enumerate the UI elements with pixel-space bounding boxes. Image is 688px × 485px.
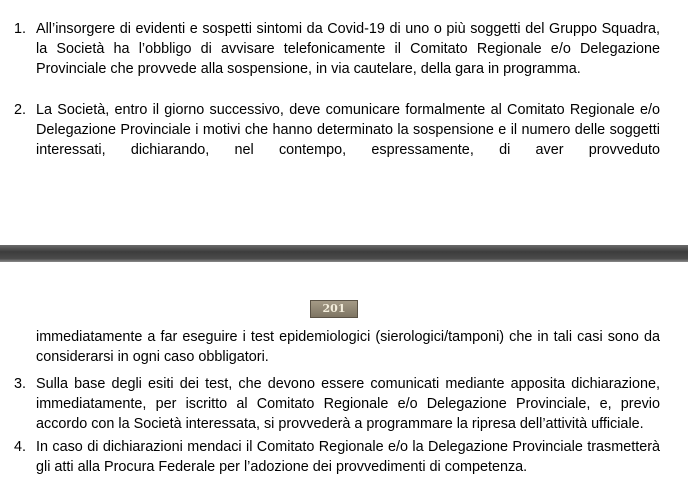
item-text: La Società, entro il giorno successivo, deve comunicare formalmente al Comitato Regionale e/o Delegazione Provinciale i motivi che hanno determinato la sospensione e il numero delle soggetti interessati, dichiarando, nel contempo, espressamente, di aver provveduto <box>36 102 660 158</box>
page-separator <box>0 245 688 262</box>
page-number: 201 <box>310 300 358 318</box>
item-number: 3. <box>14 376 27 392</box>
item-number: 2. <box>14 102 27 118</box>
list-item <box>14 374 660 434</box>
item-text: All’insorgere di evidenti e sospetti sintomi da Covid-19 di uno o più soggetti del Gruppo Squadra, la Società ha l’obbligo di avvisare telefonicamente il Comitato Regionale e/o Delegazione Provinciale che provvede alla sospensione, in via cautelare, della gara in programma. <box>36 21 660 77</box>
item-text: Sulla base degli esiti dei test, che devono essere comunicati mediante apposita dichiarazione, immediatamente, per iscritto al Comitato Regionale e/o Delegazione Provinciale, e, previo accordo con la Società interessata, si provvederà a programmare la ripresa dell’attività ufficiale. <box>36 376 660 432</box>
list-item <box>14 19 660 79</box>
list-item-continuation <box>14 327 660 367</box>
list-item <box>14 437 660 477</box>
item-number: 1. <box>14 21 27 37</box>
item-text: In caso di dichiarazioni mendaci il Comitato Regionale e/o la Delegazione Provinciale trasmetterà gli atti alla Procura Federale per l’adozione dei provvedimenti di competenza. <box>36 439 660 475</box>
item-text: immediatamente a far eseguire i test epidemiologici (sierologici/tamponi) che in tali casi sono da considerarsi in ogni caso obbligatori. <box>36 329 660 365</box>
list-item <box>14 100 660 160</box>
item-number: 4. <box>14 439 27 455</box>
